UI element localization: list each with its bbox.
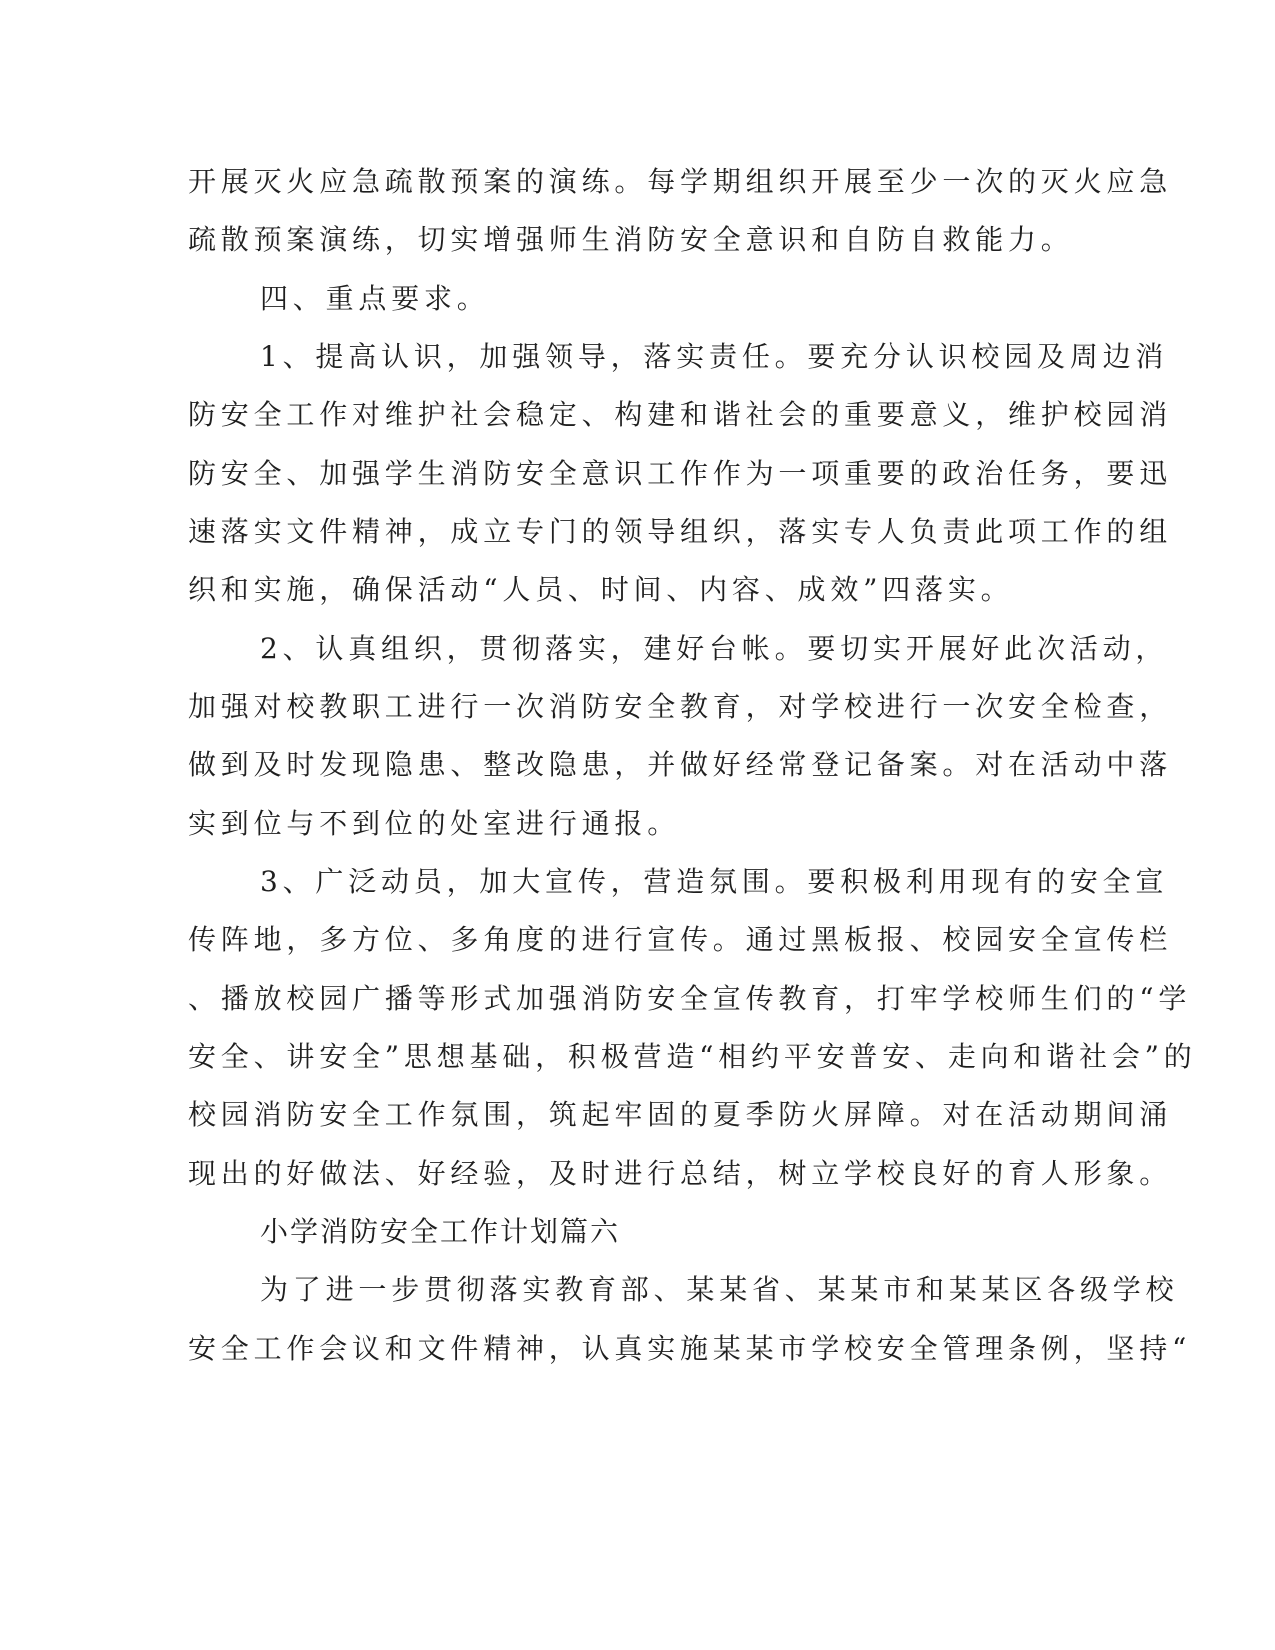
paragraph-line: 速落实文件精神，成立专门的领导组织，落实专人负责此项工作的组	[188, 515, 1173, 548]
paragraph-line: 现出的好做法、好经验，及时进行总结，树立学校良好的育人形象。	[188, 1157, 1173, 1190]
paragraph-line: 安全、讲安全”思想基础，积极营造“相约平安普安、走向和谐社会”的	[188, 1040, 1197, 1073]
section-heading: 四、重点要求。	[260, 282, 490, 315]
paragraph-line: 疏散预案演练，切实增强师生消防安全意识和自防自救能力。	[188, 223, 1074, 256]
paragraph-line: 做到及时发现隐患、整改隐患，并做好经常登记备案。对在活动中落	[188, 748, 1173, 781]
article-title: 小学消防安全工作计划篇六	[260, 1215, 621, 1248]
paragraph-line: 织和实施，确保活动“人员、时间、内容、成效”四落实。	[188, 573, 1014, 606]
paragraph-line: 防安全工作对维护社会稳定、构建和谐社会的重要意义，维护校园消	[188, 398, 1173, 431]
paragraph-line: 1、提高认识，加强领导，落实责任。要充分认识校园及周边消	[260, 340, 1169, 373]
paragraph-line: 校园消防安全工作氛围，筑起牢固的夏季防火屏障。对在活动期间涌	[188, 1098, 1173, 1131]
paragraph-line: 为了进一步贯彻落实教育部、某某省、某某市和某某区各级学校	[260, 1273, 1179, 1306]
paragraph-line: 防安全、加强学生消防安全意识工作作为一项重要的政治任务，要迅	[188, 457, 1173, 490]
paragraph-line: 实到位与不到位的处室进行通报。	[188, 807, 681, 840]
paragraph-line: 安全工作会议和文件精神，认真实施某某市学校安全管理条例，坚持“	[188, 1332, 1192, 1365]
paragraph-line: 、播放校园广播等形式加强消防安全宣传教育，打牢学校师生们的“学	[188, 982, 1192, 1015]
paragraph-line: 2、认真组织，贯彻落实，建好台帐。要切实开展好此次活动，	[260, 632, 1169, 665]
paragraph-line: 加强对校教职工进行一次消防安全教育，对学校进行一次安全检查，	[188, 690, 1173, 723]
paragraph-line: 3、广泛动员，加大宣传，营造氛围。要积极利用现有的安全宣	[260, 865, 1169, 898]
paragraph-line: 开展灭火应急疏散预案的演练。每学期组织开展至少一次的灭火应急	[188, 165, 1173, 198]
paragraph-line: 传阵地，多方位、多角度的进行宣传。通过黑板报、校园安全宣传栏	[188, 923, 1173, 956]
